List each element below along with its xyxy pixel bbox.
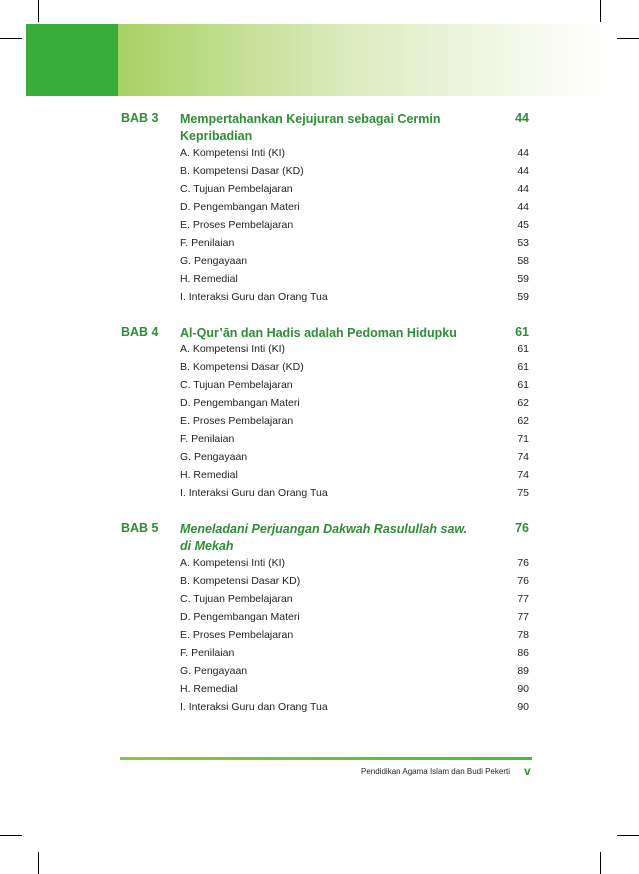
header-green-block: [26, 24, 118, 96]
toc-item-label: H. Remedial: [180, 273, 238, 285]
chapter-page: 76: [515, 521, 529, 535]
toc-item-page: 76: [517, 557, 529, 569]
toc-item[interactable]: [0, 433, 639, 451]
toc-item-page: 58: [517, 255, 529, 267]
toc-item-page: 59: [517, 273, 529, 285]
toc-item-page: 59: [517, 291, 529, 303]
toc-item[interactable]: [0, 629, 639, 647]
toc-item-label: C. Tujuan Pembelajaran: [180, 379, 293, 391]
toc-item[interactable]: [0, 361, 639, 379]
toc-item-label: A. Kompetensi Inti (KI): [180, 557, 286, 569]
toc-item[interactable]: [0, 451, 639, 469]
chapter-number: BAB 3: [121, 111, 159, 125]
crop-mark: [0, 835, 22, 836]
toc-item-label: E. Proses Pembelajaran: [180, 219, 294, 231]
toc-item[interactable]: [0, 237, 639, 255]
toc-item[interactable]: [0, 415, 639, 433]
toc-item[interactable]: [0, 343, 639, 361]
toc-item-label: H. Remedial: [180, 683, 238, 695]
toc-item-page: 61: [517, 343, 529, 355]
crop-mark: [617, 38, 639, 39]
toc-item-page: 44: [517, 183, 529, 195]
toc-item-page: 76: [517, 575, 529, 587]
toc-item-label: G. Pengayaan: [180, 255, 248, 267]
toc-item[interactable]: [0, 201, 639, 219]
toc-item-label: I. Interaksi Guru dan Orang Tua: [180, 291, 328, 303]
toc-item-page: 90: [517, 683, 529, 695]
toc-item-page: 44: [517, 147, 529, 159]
toc-item-page: 61: [517, 379, 529, 391]
chapter-title[interactable]: Meneladani Perjuangan Dakwah Rasulullah saw. di Mekah: [180, 522, 468, 553]
toc-item-page: 44: [517, 165, 529, 177]
toc-item-page: 89: [517, 665, 529, 677]
toc-item[interactable]: [0, 487, 639, 505]
toc-item-label: I. Interaksi Guru dan Orang Tua: [180, 701, 328, 713]
toc-item-label: F. Penilaian: [180, 237, 235, 249]
toc-item-label: D. Pengembangan Materi: [180, 397, 300, 409]
toc-item-label: C. Tujuan Pembelajaran: [180, 183, 293, 195]
crop-mark: [0, 38, 22, 39]
crop-mark: [617, 835, 639, 836]
footer-rule: [120, 757, 532, 760]
toc-item[interactable]: [0, 575, 639, 593]
toc-item[interactable]: [0, 593, 639, 611]
toc-item-label: B. Kompetensi Dasar (KD): [180, 165, 304, 177]
toc-item[interactable]: [0, 219, 639, 237]
toc-item[interactable]: [0, 683, 639, 701]
toc-item-page: 62: [517, 415, 529, 427]
toc-item-page: 62: [517, 397, 529, 409]
toc-item-page: 44: [517, 201, 529, 213]
toc-item-label: F. Penilaian: [180, 433, 235, 445]
toc-item[interactable]: [0, 647, 639, 665]
crop-mark: [38, 852, 39, 874]
toc-item-page: 74: [517, 451, 529, 463]
crop-mark: [38, 0, 39, 22]
chapter-title[interactable]: Mempertahankan Kejujuran sebagai Cermin Kepribadian: [180, 112, 441, 143]
toc-item-page: 86: [517, 647, 529, 659]
toc-item[interactable]: [0, 255, 639, 273]
chapter-page: 44: [515, 111, 529, 125]
toc-item-page: 53: [517, 237, 529, 249]
toc-item[interactable]: [0, 397, 639, 415]
toc-item-label: H. Remedial: [180, 469, 238, 481]
toc-item[interactable]: [0, 379, 639, 397]
toc-item-page: 61: [517, 361, 529, 373]
toc-item-label: C. Tujuan Pembelajaran: [180, 593, 293, 605]
toc-item-page: 78: [517, 629, 529, 641]
toc-item-label: G. Pengayaan: [180, 451, 248, 463]
toc-item-label: E. Proses Pembelajaran: [180, 415, 294, 427]
toc-item[interactable]: [0, 147, 639, 165]
toc-item-label: A. Kompetensi Inti (KI): [180, 147, 286, 159]
chapter-number: BAB 4: [121, 325, 159, 339]
toc-item-page: 77: [517, 593, 529, 605]
toc-item-page: 90: [517, 701, 529, 713]
toc-item-page: 74: [517, 469, 529, 481]
crop-mark: [600, 0, 601, 22]
toc-item[interactable]: [0, 665, 639, 683]
toc-item-page: 75: [517, 487, 529, 499]
toc-item-label: F. Penilaian: [180, 647, 235, 659]
footer-book-title: Pendidikan Agama Islam dan Budi Pekerti: [361, 767, 510, 776]
toc-item[interactable]: [0, 291, 639, 309]
chapter-title[interactable]: Al-Qur’ān dan Hadis adalah Pedoman Hidupku: [180, 326, 457, 340]
toc-item[interactable]: [0, 183, 639, 201]
toc-item[interactable]: [0, 611, 639, 629]
footer-page-number: v: [524, 764, 531, 778]
toc-item[interactable]: [0, 165, 639, 183]
toc-item-page: 77: [517, 611, 529, 623]
toc-item-page: 45: [517, 219, 529, 231]
chapter-number: BAB 5: [121, 521, 159, 535]
toc-item-label: G. Pengayaan: [180, 665, 248, 677]
toc-item-label: I. Interaksi Guru dan Orang Tua: [180, 487, 328, 499]
toc-item-label: D. Pengembangan Materi: [180, 201, 300, 213]
toc-item-label: B. Kompetensi Dasar (KD): [180, 361, 304, 373]
toc-item[interactable]: [0, 273, 639, 291]
toc-item[interactable]: [0, 557, 639, 575]
chapter-page: 61: [515, 325, 529, 339]
toc-item-label: A. Kompetensi Inti (KI): [180, 343, 286, 355]
toc-item-label: B. Kompetensi Dasar KD): [180, 575, 301, 587]
toc-item-label: E. Proses Pembelajaran: [180, 629, 294, 641]
toc-item-page: 71: [517, 433, 529, 445]
toc-item-label: D. Pengembangan Materi: [180, 611, 300, 623]
toc-item[interactable]: [0, 701, 639, 719]
toc-item[interactable]: [0, 469, 639, 487]
crop-mark: [600, 852, 601, 874]
